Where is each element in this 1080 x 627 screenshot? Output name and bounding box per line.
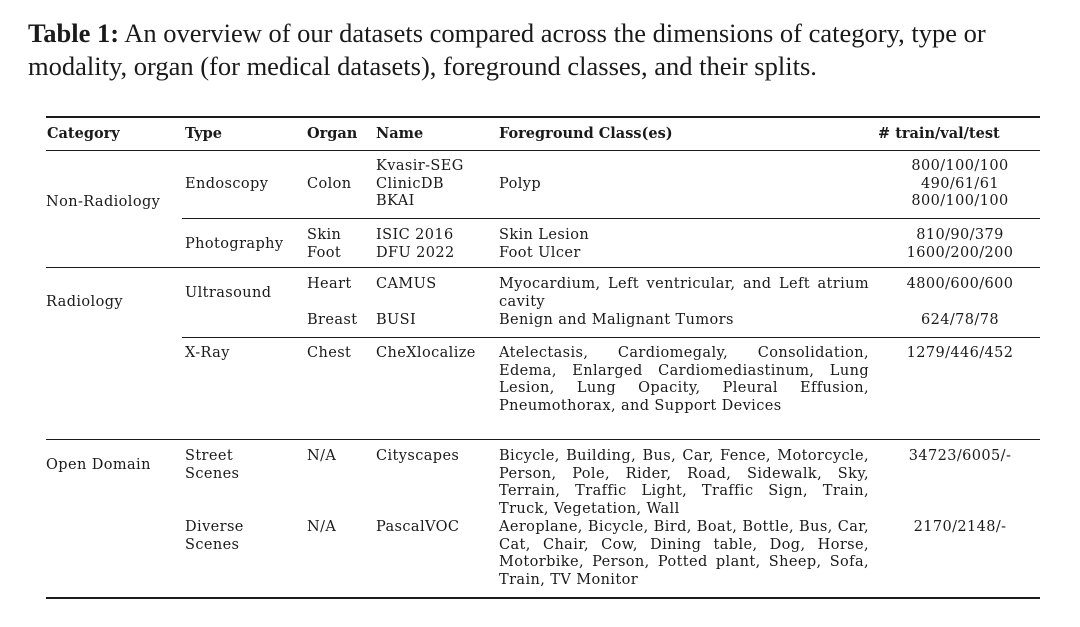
column-header: # train/val/test	[878, 125, 1000, 142]
classes-cell: Benign and Malignant Tumors	[499, 312, 734, 328]
category-cell: Non-Radiology	[46, 194, 161, 210]
section-rule	[46, 267, 1040, 268]
organ-cell: N/A	[307, 448, 337, 464]
header-rule	[46, 150, 1040, 151]
classes-cell: Aeroplane, Bicycle, Bird, Boat, Bottle, Bus, Car, Cat, Chair, Cow, Dining table, Dog, Horse, Motorbike, Person, Potted plant, Sheep, Sofa, Train, TV Monitor	[499, 519, 869, 589]
name-cell: CheXlocalize	[376, 345, 476, 361]
split-cell: 624/78/78	[921, 312, 999, 328]
split-cell: 810/90/379 1600/200/200	[906, 227, 1014, 261]
column-header: Category	[47, 125, 120, 142]
organ-cell: Chest	[307, 345, 352, 361]
classes-cell: Polyp	[499, 176, 542, 192]
type-cell: X-Ray	[185, 345, 230, 361]
category-cell: Open Domain	[46, 457, 151, 473]
type-cell: Photography	[185, 236, 284, 252]
name-cell: Cityscapes	[376, 448, 460, 464]
top-rule	[46, 116, 1040, 118]
caption-label: Table 1:	[28, 18, 120, 48]
bottom-rule	[46, 597, 1040, 599]
group-rule	[182, 337, 1040, 338]
type-cell: Ultrasound	[185, 285, 272, 301]
group-rule	[182, 218, 1040, 219]
caption-text: An overview of our datasets compared across the dimensions of category, type or modality, organ (for medical datasets), foreground classes, and their splits.	[28, 18, 986, 81]
section-rule	[46, 439, 1040, 440]
name-cell: PascalVOC	[376, 519, 460, 535]
classes-cell: Skin Lesion Foot Ulcer	[499, 227, 590, 261]
organ-cell: Heart	[307, 276, 352, 292]
organ-cell: Skin Foot	[307, 227, 342, 261]
split-cell: 1279/446/452	[906, 345, 1014, 361]
split-cell: 34723/6005/-	[908, 448, 1012, 464]
classes-cell: Myocardium, Left ventricular, and Left atrium cavity	[499, 276, 869, 310]
name-cell: BUSI	[376, 312, 417, 328]
type-cell: Endoscopy	[185, 176, 269, 192]
column-header: Type	[185, 125, 222, 142]
organ-cell: N/A	[307, 519, 337, 535]
category-cell: Radiology	[46, 294, 123, 310]
organ-cell: Breast	[307, 312, 358, 328]
organ-cell: Colon	[307, 176, 352, 192]
name-cell: CAMUS	[376, 276, 437, 292]
name-cell: ISIC 2016 DFU 2022	[376, 227, 455, 261]
column-header: Foreground Class(es)	[499, 125, 673, 142]
split-cell: 4800/600/600	[906, 276, 1014, 292]
type-cell: Diverse Scenes	[185, 519, 244, 553]
classes-cell: Bicycle, Building, Bus, Car, Fence, Motorcycle, Person, Pole, Rider, Road, Sidewalk, Sky, Terrain, Traffic Light, Traffic Sign, Train, Truck, Vegetation, Wall	[499, 448, 869, 518]
name-cell: Kvasir-SEG ClinicDB BKAI	[376, 158, 464, 210]
split-cell: 800/100/100 490/61/61 800/100/100	[911, 158, 1009, 210]
column-header: Organ	[307, 125, 358, 142]
column-header: Name	[376, 125, 424, 142]
split-cell: 2170/2148/-	[913, 519, 1007, 535]
classes-cell: Atelectasis, Cardiomegaly, Consolidation, Edema, Enlarged Cardiomediastinum, Lung Lesion, Lung Opacity, Pleural Effusion, Pneumothorax, and Support Devices	[499, 345, 869, 415]
type-cell: Street Scenes	[185, 448, 240, 482]
